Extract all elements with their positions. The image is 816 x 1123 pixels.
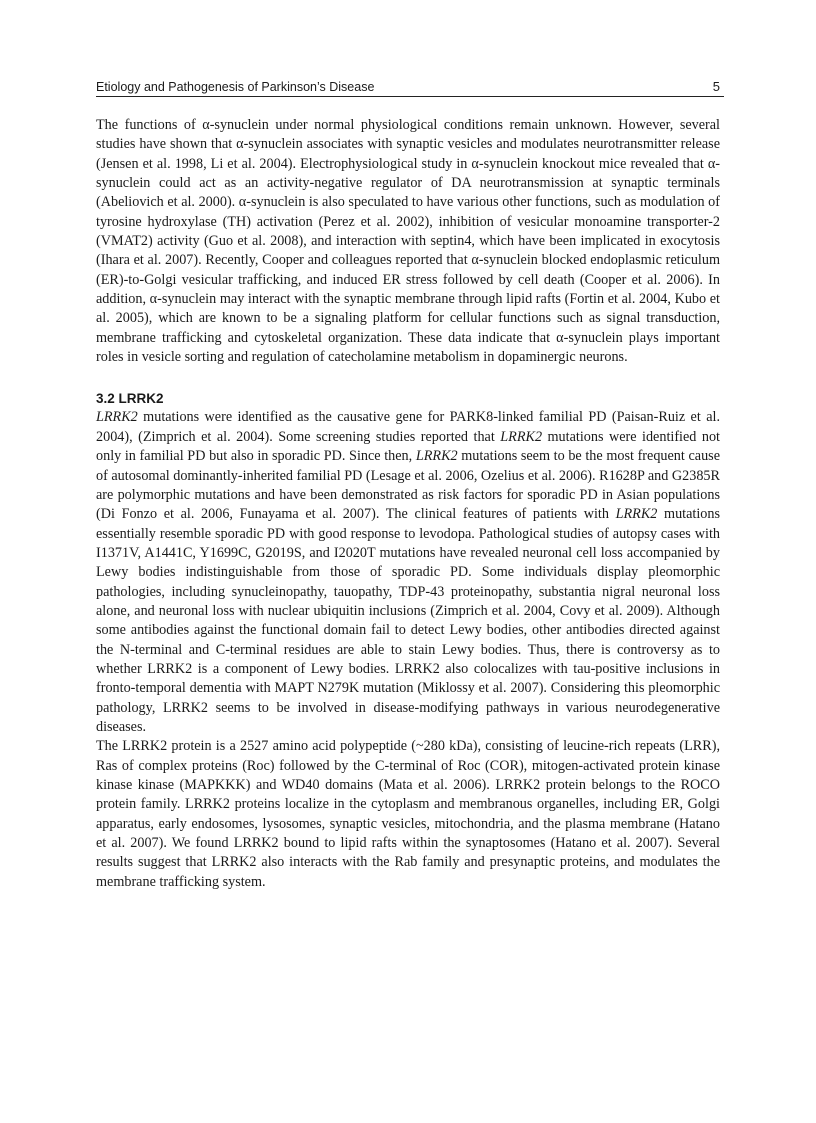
intro-paragraph: The functions of α-synuclein under normal physiological conditions remain unknown. However, several studies have shown that α-synuclein associates with synaptic vesicles and modulates neurotransmitter release (Jensen et al. 1998, Li et al. 2004). Electrophysiological study in α-synuclein knockout mice revealed that α-synuclein could act as an activity-negative regulator of DA neurotransmission at synaptic terminals (Abeliovich et al. 2000). α-synuclein is also speculated to have various other functions, such as modulation of tyrosine hydroxylase (TH) activation (Perez et al. 2002), inhibition of vesicular monoamine transporter-2 (VMAT2) activity (Guo et al. 2008), and interaction with septin4, which have been implicated in exocytosis (Ihara et al. 2007). Recently, Cooper and colleagues reported that α-synuclein blocked endoplasmic reticulum (ER)-to-Golgi vesicular trafficking, and induced ER stress followed by cell death (Cooper et al. 2006). In addition, α-synuclein may interact with the synaptic membrane through lipid rafts (Fortin et al. 2004, Kubo et al. 2005), which are known to be a signaling platform for cellular functions such as signal transduction, membrane trafficking and cytoskeletal organization. These data indicate that α-synuclein plays important roles in vesicle sorting and regulation of catecholamine metabolism in dopaminergic neurons.: [96, 117, 720, 366]
paragraph-text-segment: mutations were identified not only in familial PD but also in sporadic PD. Since then,: [96, 428, 720, 465]
gene-name-italic: LRRK2: [415, 448, 458, 465]
paragraph-text-segment: mutations seem to be the most frequent cause of autosomal dominantly-inherited familial PD (Lesage et al. 2006, Ozelius et al. 2006). R1628P and G2385R are polymorphic mutations and have been demonstrated as risk factors for sporadic PD in Asian populations (Di Fonzo et al. 2006, Funayama et al. 2007). The clinical features of patients with: [96, 448, 720, 523]
paragraph-text-segment: mutations were identified as the causative gene for PARK8-linked familial PD (Paisan-Ruiz et al. 2004), (Zimprich et al. 2004). Some screening studies reported that: [96, 409, 720, 445]
page-body: [96, 116, 720, 892]
lrrk2-paragraph-1: [96, 408, 720, 737]
header-title: Etiology and Pathogenesis of Parkinson’s Disease: [96, 80, 375, 94]
gene-name-italic: LRRK2: [500, 428, 543, 445]
lrrk2-paragraph-2: The LRRK2 protein is a 2527 amino acid polypeptide (~280 kDa), consisting of leucine-rich repeats (LRR), Ras of complex proteins (Roc) followed by the C-terminal of Roc (COR), mitogen-activated protein kinase kinase kinase (MAPKKK) and WD40 domains (Mata et al. 2006). LRRK2 protein belongs to the ROCO protein family. LRRK2 proteins localize in the cytoplasm and membranous organelles, including ER, Golgi apparatus, early endosomes, lysosomes, synaptic vesicles, mitochondria, and the plasma membrane (Hatano et al. 2007). We found LRRK2 bound to lipid rafts within the synaptosomes (Hatano et al. 2007). Several results suggest that LRRK2 also interacts with the Rab family and presynaptic proteins, and modulates the membrane trafficking system.: [96, 738, 720, 890]
gene-name-italic: LRRK2: [615, 506, 658, 523]
page-number: 5: [712, 79, 720, 94]
gene-name-italic: LRRK2: [96, 409, 138, 426]
section-heading-lrrk2: 3.2 LRRK2: [96, 391, 164, 407]
running-header: [96, 78, 724, 97]
paragraph-text-segment: mutations essentially resemble sporadic PD with good response to levodopa. Pathological studies of autopsy cases with I1371V, A1441C, Y1699C, G2019S, and I2020T mutations have revealed neuronal cell loss accompanied by Lewy bodies indistinguishable from those of sporadic PD. Some individuals display pleomorphic pathologies, including synucleinopathy, tauopathy, TDP-43 proteinopathy, substantia nigral neuronal loss alone, and neuronal loss with nuclear ubiquitin inclusions (Zimprich et al. 2004, Covy et al. 2009). Although some antibodies against the functional domain fail to detect Lewy bodies, other antibodies directed against the N-terminal and C-terminal residues are able to stain Lewy bodies. Thus, there is controversy as to whether LRRK2 is a component of Lewy bodies. LRRK2 also colocalizes with tau-positive inclusions in fronto-temporal dementia with MAPT N279K mutation (Miklossy et al. 2007). Considering this pleomorphic pathology, LRRK2 seems to be involved in disease-modifying pathways in various neurodegenerative diseases.: [96, 506, 720, 735]
